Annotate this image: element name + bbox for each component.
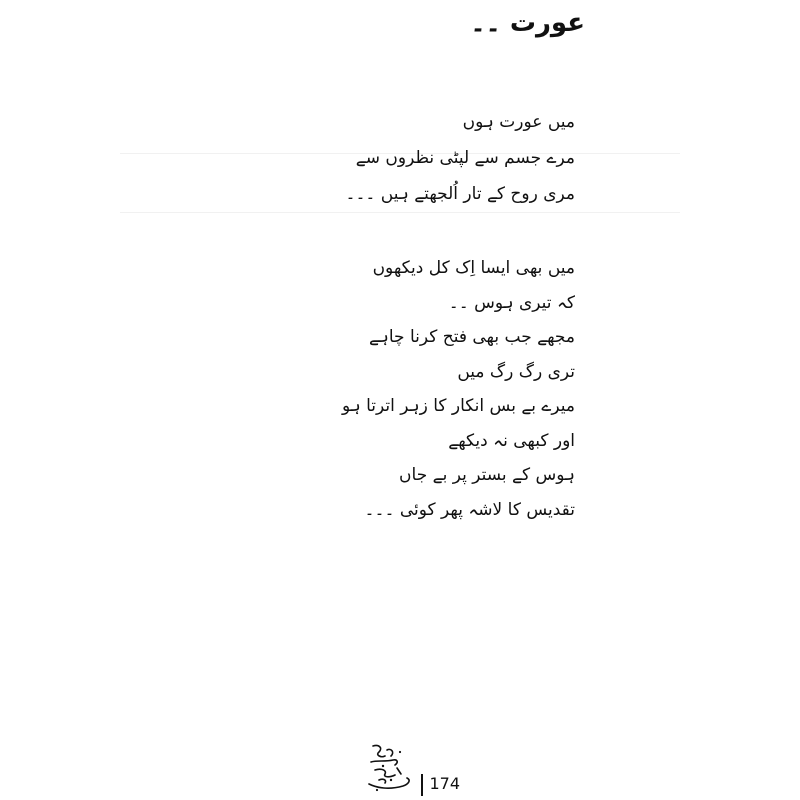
verse-line: تری رگ رگ میں <box>457 361 575 382</box>
stanza-1 <box>346 112 576 220</box>
verse-line: میں بھی ایسا اِک کل دیکھوں <box>372 258 575 278</box>
page-footer <box>365 740 460 796</box>
verse-line: میرے بے بس انکار کا زہر اترتا ہو <box>341 396 575 416</box>
verse-line: ہوس کے بستر پر بے جاں <box>399 465 575 485</box>
page-number: 174 <box>421 774 460 796</box>
verse-line: اور کبھی نہ دیکھے <box>448 430 575 451</box>
calligraphy-logo-icon <box>365 740 415 796</box>
verse-line: مجھے جب بھی فتح کرنا چاہے <box>368 327 575 347</box>
verse-line: مری روح کے تار اُلجھتے ہیں ۔۔۔ <box>345 184 575 204</box>
stanza-2 <box>342 258 575 534</box>
verse-line: تقدیس کا لاشہ پھر کوئی ۔۔۔ <box>364 499 575 520</box>
verse-line: مرے جسم سے لپٹی نظروں سے <box>355 148 575 168</box>
poem-title: عورت ۔۔ <box>470 8 585 38</box>
verse-line: میں عورت ہوں <box>462 112 575 132</box>
verse-line: کہ تیری ہوس ۔۔ <box>448 292 575 313</box>
